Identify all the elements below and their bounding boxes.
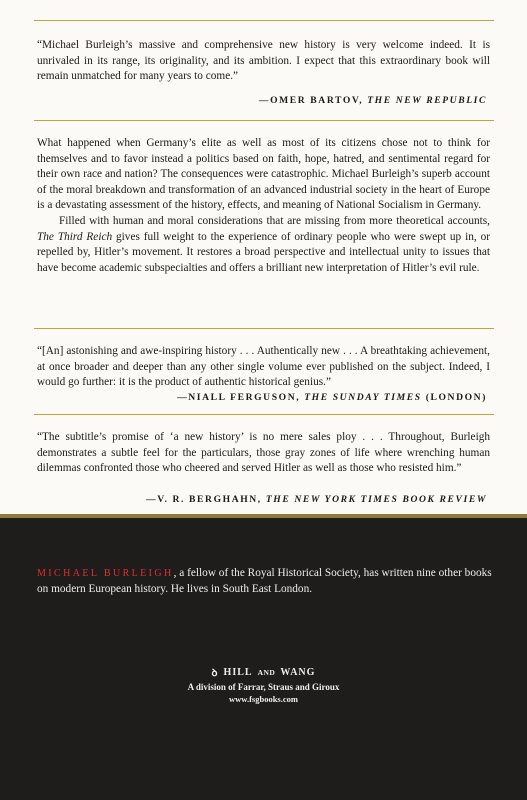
- publisher-division: A division of Farrar, Straus and Giroux: [187, 682, 340, 692]
- publisher-name: ꝺ HILL AND WANG: [211, 666, 316, 679]
- publisher-url: www.fsgbooks.com: [229, 694, 298, 704]
- quote-text: “Michael Burleigh’s massive and comprehensive new history is very welcome indeed. It is unrivaled in its range, its originality, and its ambition. I expect that this extraordinary book will remain unmatched for many years to come.”: [37, 39, 490, 83]
- description-paragraph-1: What happened when Germany’s elite as well as most of its citizens chose not to think for themselves and to favor instead a politics based on faith, hope, hatred, and sentimental regard for their own race and nation? The consequences were catastrophic. Michael Burleigh’s superb account of the moral breakdown and transformation of an advanced industrial society in the heart of Europe is a devastating assessment of the history, effects, and meaning of National Socialism in Germany.: [37, 137, 490, 212]
- book-title: The Third Reich: [37, 230, 113, 243]
- divider-rule: [34, 328, 494, 329]
- quote-attribution-berghahn: —V. R. BERGHAHN, THE NEW YORK TIMES BOOK REVIEW: [146, 494, 487, 505]
- quote-text: “The subtitle’s promise of ‘a new history’ is no mere sales ploy . . . Throughout, Burleigh demonstrates a subtle feel for the particulars, those gray zones of life where wrenching human dilemmas confronted those who cheered and served Hitler as well as those who resisted him.”: [37, 431, 490, 475]
- quote-text: “[An] astonishing and awe-inspiring history . . . Authentically new . . . A breathtaking achievement, at once broader and deeper than any other single volume ever published on the subject. Indeed, I would go further: it is the product of authentic historical genius.”: [37, 345, 490, 389]
- divider-rule: [34, 120, 494, 121]
- quote-ferguson: [37, 344, 490, 391]
- back-cover-bottom-panel: [0, 514, 527, 800]
- author-bio-text: , a fellow of the Royal Historical Society, has written nine other books on modern European history. He lives in South East London.: [37, 567, 492, 595]
- publisher-block: [0, 665, 527, 704]
- quote-bartov: [37, 38, 490, 85]
- author-name: MICHAEL BURLEIGH: [37, 568, 174, 579]
- top-rule: [34, 20, 494, 21]
- publisher-logo-icon: ꝺ: [211, 668, 219, 679]
- book-description: [37, 136, 490, 276]
- panel-edge: [0, 514, 527, 518]
- quote-attribution-ferguson: —NIALL FERGUSON, THE SUNDAY TIMES (LONDON): [177, 392, 487, 403]
- author-bio: [37, 566, 492, 597]
- description-paragraph-2: Filled with human and moral considerations that are missing from more theoretical accounts, The Third Reich gives full weight to the experience of ordinary people who were swept up in, or repelled by, Hitler’s movement. It restores a broad perspective and intellectual unity to issues that have become academic subspecialties and offers a brilliant new interpretation of Hitler’s evil rule.: [37, 214, 490, 274]
- quote-attribution-bartov: —OMER BARTOV, THE NEW REPUBLIC: [258, 95, 487, 106]
- divider-rule: [34, 414, 494, 415]
- quote-berghahn: [37, 430, 490, 477]
